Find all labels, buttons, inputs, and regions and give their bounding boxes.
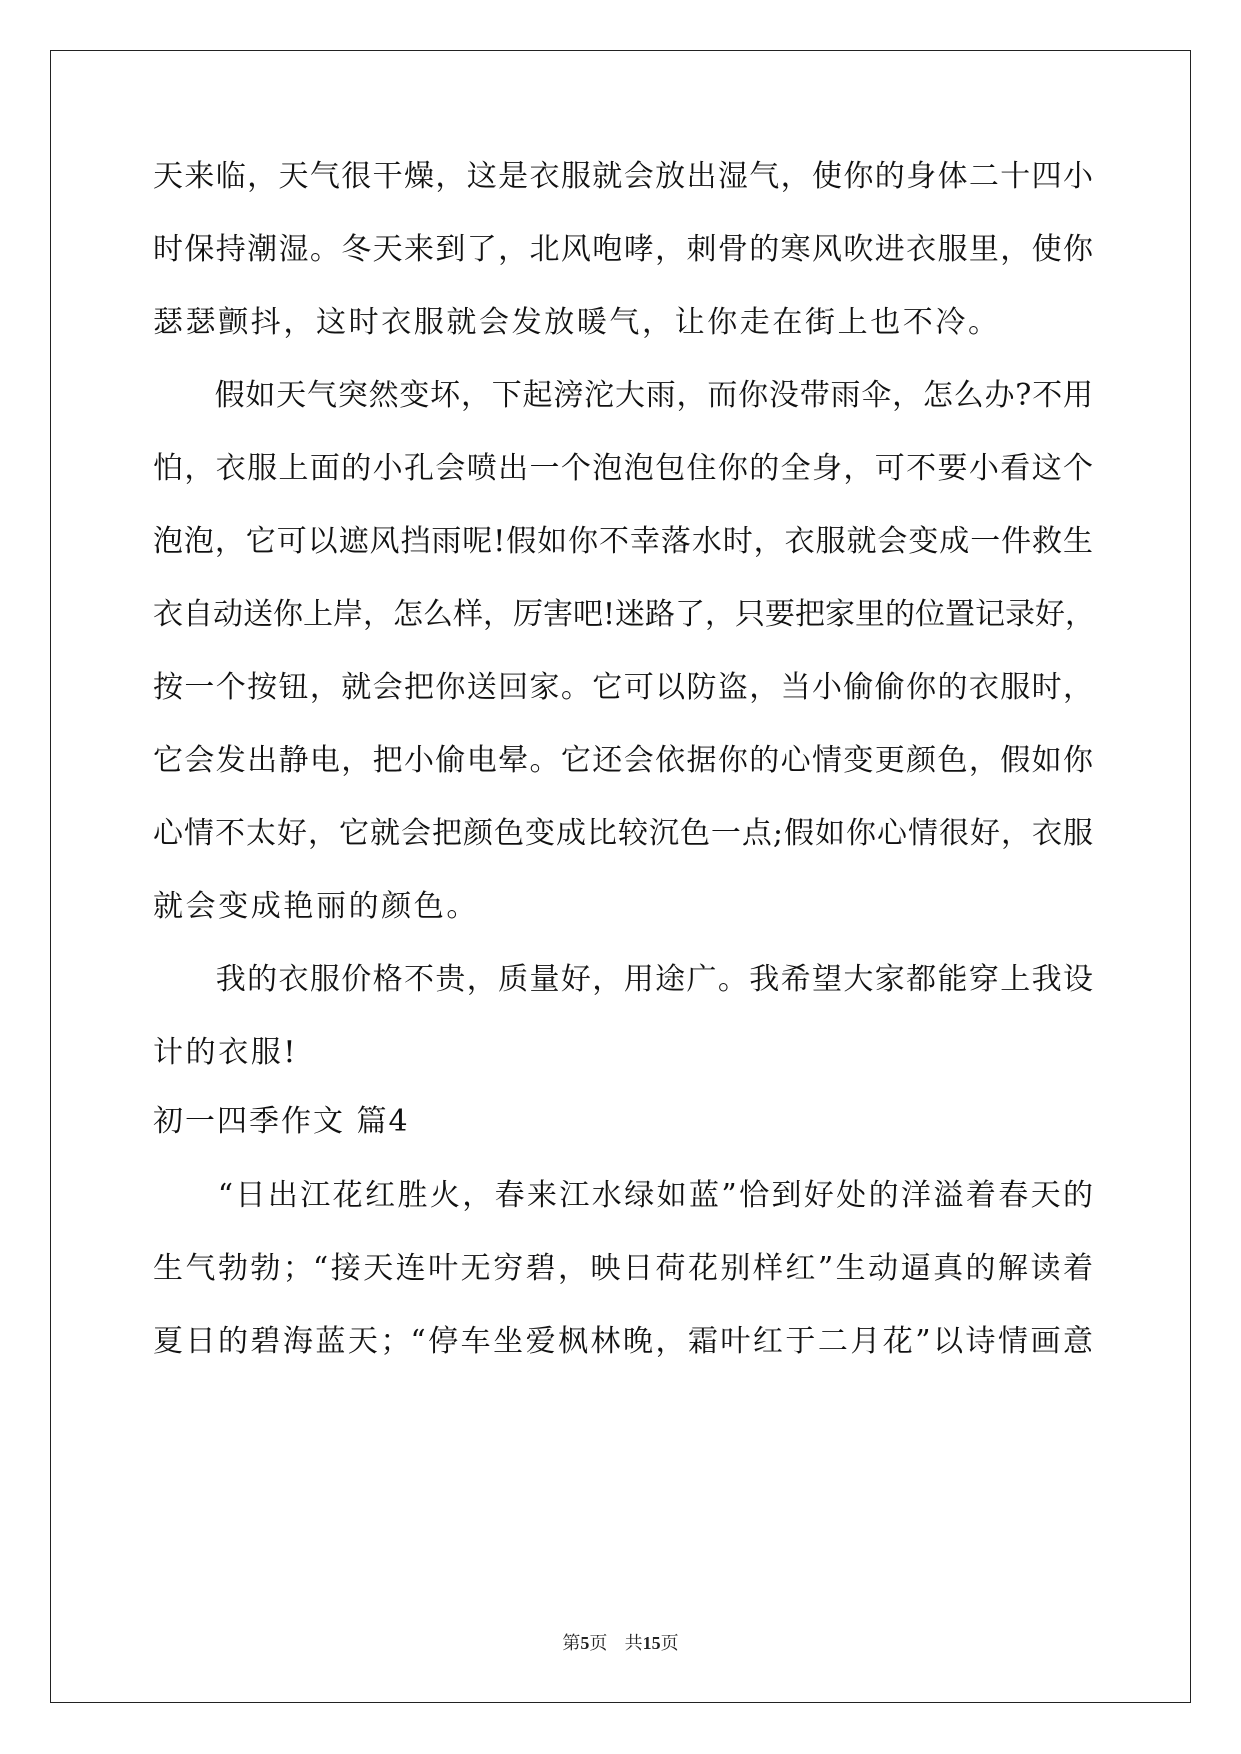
footer-total-suffix: 页 bbox=[660, 1633, 679, 1654]
footer-page-suffix: 页 bbox=[589, 1633, 608, 1654]
page-border bbox=[50, 50, 1191, 1703]
text-line: 计的衣服! bbox=[153, 1035, 299, 1070]
text-line: 怕，衣服上面的小孔会喷出一个泡泡包住你的全身，可不要小看这个 bbox=[153, 451, 1093, 486]
text-line: 生气勃勃；“接天连叶无穷碧，映日荷花别样红”生动逼真的解读着 bbox=[153, 1251, 1093, 1286]
text-line: 天来临，天气很干燥，这是衣服就会放出湿气，使你的身体二十四小 bbox=[153, 159, 1093, 194]
footer-page-number: 5 bbox=[580, 1633, 590, 1653]
text-line: 衣自动送你上岸，怎么样，厉害吧!迷路了，只要把家里的位置记录好， bbox=[153, 597, 1096, 632]
section-heading: 初一四季作文 篇4 bbox=[153, 1104, 410, 1139]
page-footer bbox=[0, 1631, 1241, 1656]
footer-total-prefix: 共 bbox=[624, 1633, 643, 1654]
footer-total-pages: 15 bbox=[642, 1633, 661, 1653]
text-line: 它会发出静电，把小偷电晕。它还会依据你的心情变更颜色，假如你 bbox=[153, 743, 1093, 778]
footer-prefix: 第 bbox=[562, 1633, 581, 1654]
text-line: 按一个按钮，就会把你送回家。它可以防盗，当小偷偷你的衣服时， bbox=[153, 670, 1093, 705]
text-line: 时保持潮湿。冬天来到了，北风咆哮，刺骨的寒风吹进衣服里，使你 bbox=[153, 232, 1093, 267]
text-line: “日出江花红胜火，春来江水绿如蓝”恰到好处的洋溢着春天的 bbox=[153, 1178, 1093, 1213]
text-line: 夏日的碧海蓝天；“停车坐爱枫林晚，霜叶红于二月花”以诗情画意 bbox=[153, 1324, 1093, 1359]
text-line: 假如天气突然变坏，下起滂沱大雨，而你没带雨伞，怎么办?不用 bbox=[153, 378, 1093, 413]
text-line: 就会变成艳丽的颜色。 bbox=[153, 889, 479, 924]
text-line: 我的衣服价格不贵，质量好，用途广。我希望大家都能穿上我设 bbox=[153, 962, 1093, 997]
text-line: 泡泡，它可以遮风挡雨呢!假如你不幸落水时，衣服就会变成一件救生 bbox=[153, 524, 1093, 559]
text-line: 心情不太好，它就会把颜色变成比较沉色一点;假如你心情很好，衣服 bbox=[153, 816, 1093, 851]
text-line: 瑟瑟颤抖，这时衣服就会发放暖气，让你走在街上也不冷。 bbox=[153, 305, 1001, 340]
